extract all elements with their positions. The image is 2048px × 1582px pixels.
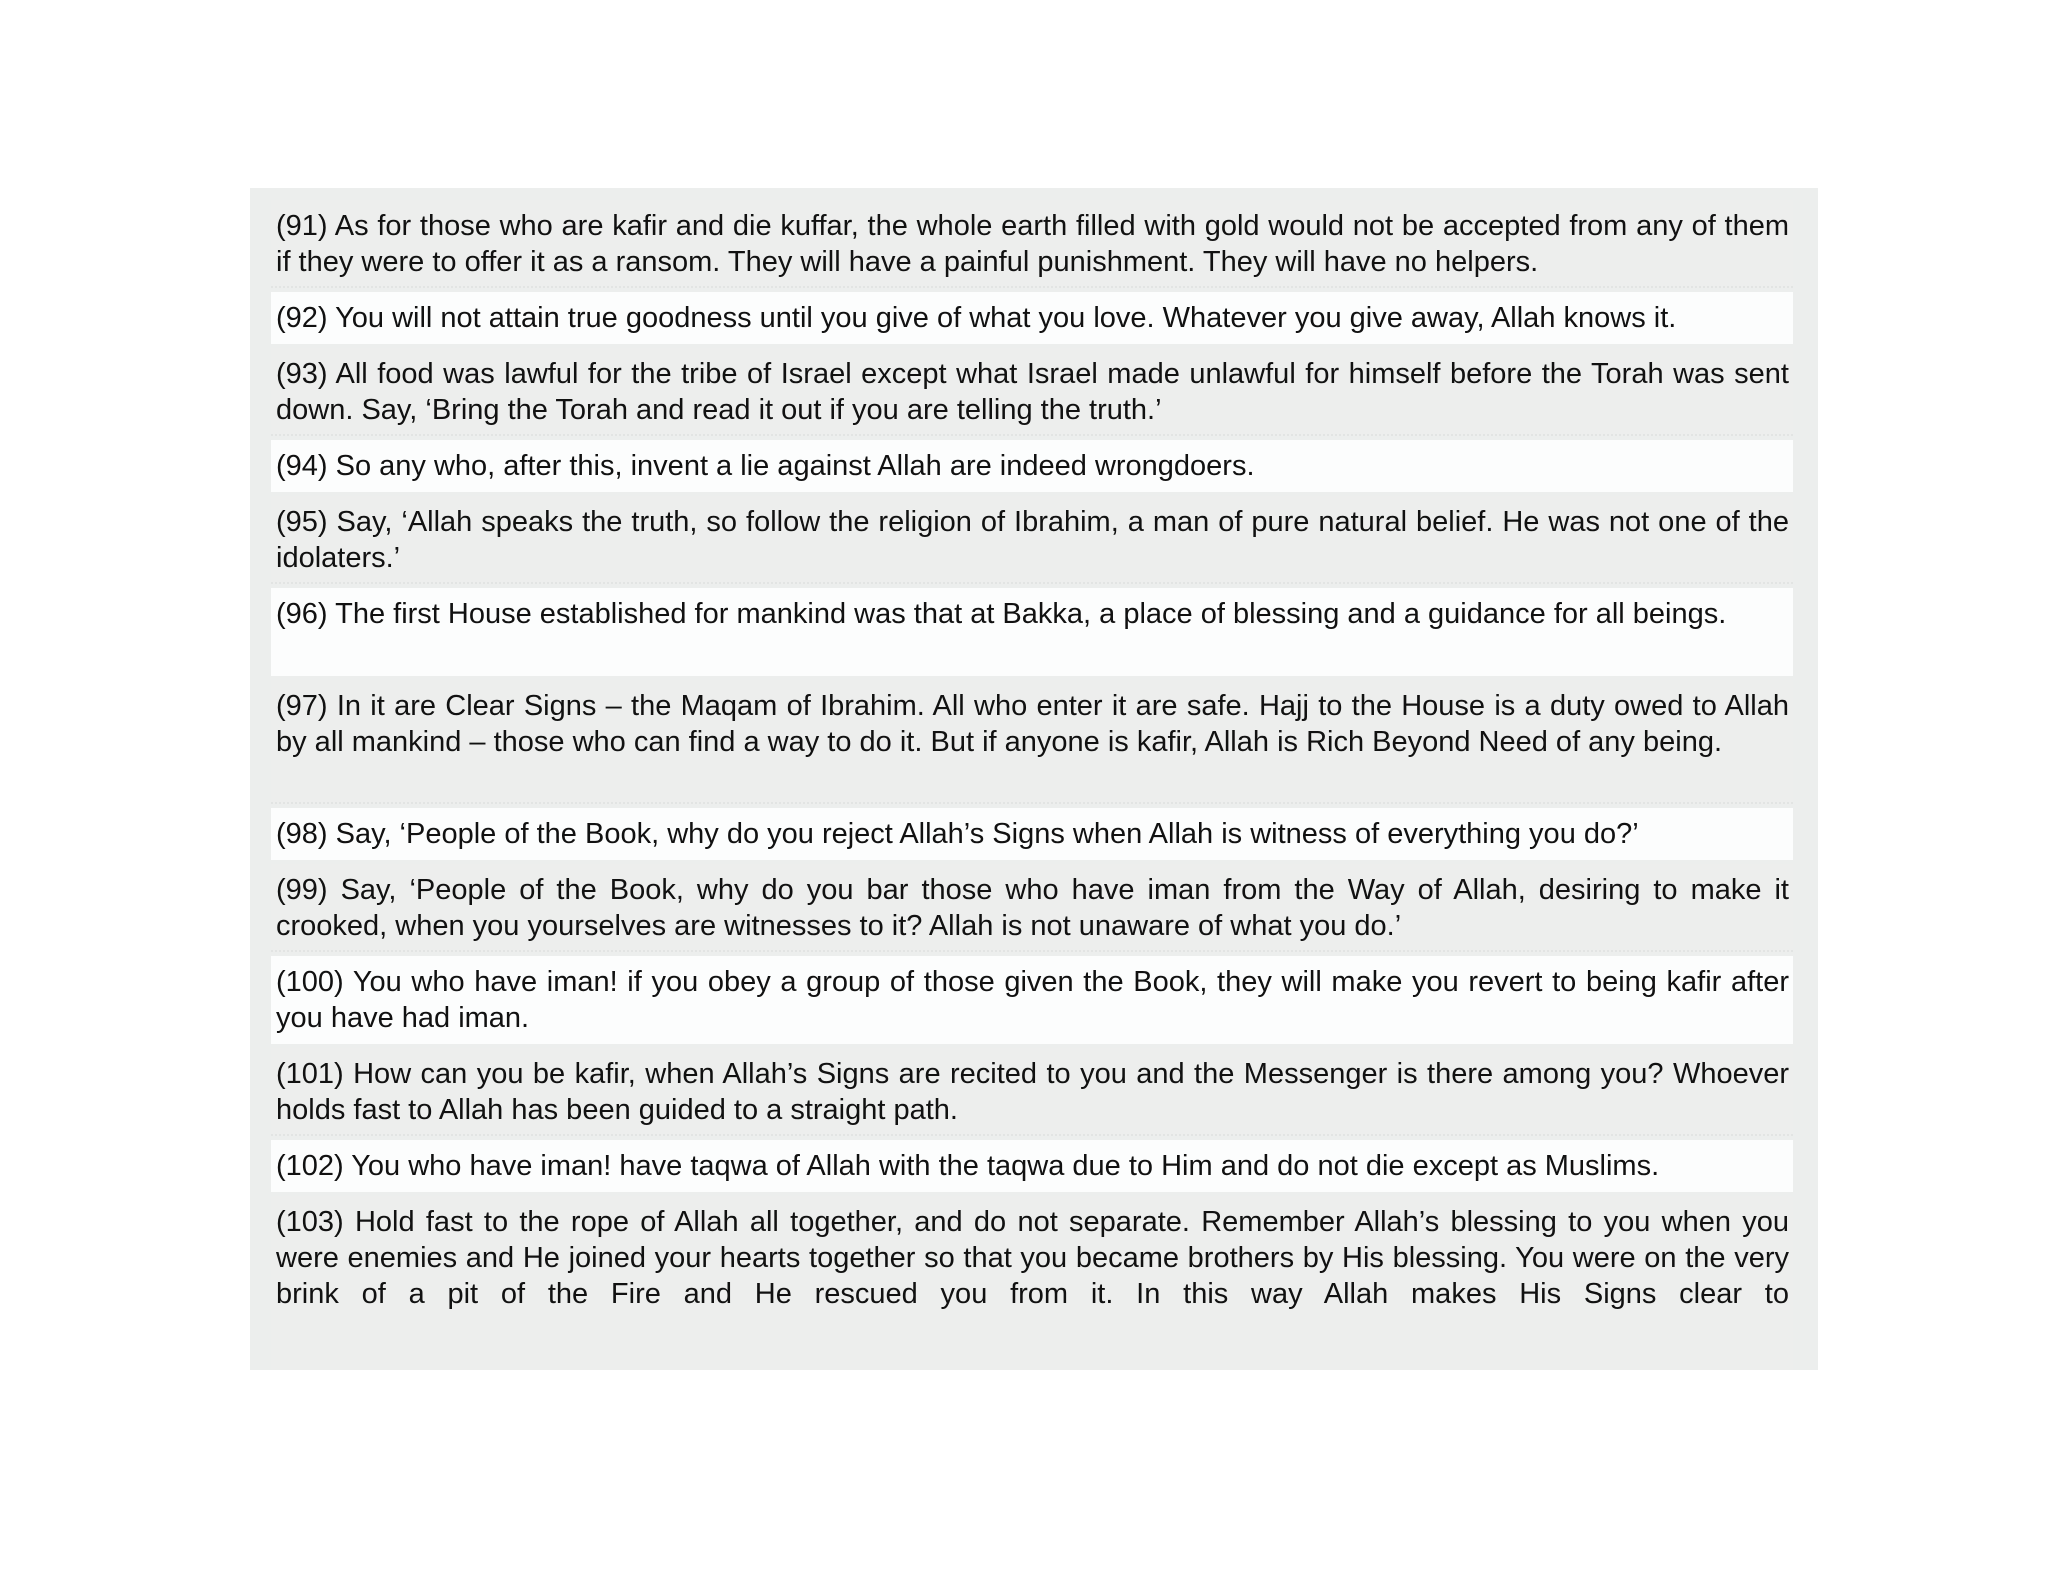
- verse-101: (101) How can you be kafir, when Allah’s Signs are recited to you and the Messenger is there among you? Whoever holds fast to Allah has been guided to a straight path.: [271, 1048, 1793, 1136]
- verse-102: (102) You who have iman! have taqwa of Allah with the taqwa due to Him and do not die except as Muslims.: [271, 1140, 1793, 1192]
- verse-100: (100) You who have iman! if you obey a group of those given the Book, they will make you revert to being kafir after you have had iman.: [271, 956, 1793, 1044]
- verse-99: (99) Say, ‘People of the Book, why do you bar those who have iman from the Way of Allah, desiring to make it crooked, when you yourselves are witnesses to it? Allah is not unaware of what you do.’: [271, 864, 1793, 952]
- verse-93: (93) All food was lawful for the tribe of Israel except what Israel made unlawful for himself before the Torah was sent down. Say, ‘Bring the Torah and read it out if you are telling the truth.’: [271, 348, 1793, 436]
- verse-panel: [250, 188, 1818, 1370]
- verse-91: (91) As for those who are kafir and die kuffar, the whole earth filled with gold would not be accepted from any of them if they were to offer it as a ransom. They will have a painful punishment. They will have no helpers.: [271, 200, 1793, 288]
- verse-96: (96) The first House established for mankind was that at Bakka, a place of blessing and a guidance for all beings.: [271, 588, 1793, 676]
- verse-97: (97) In it are Clear Signs – the Maqam of Ibrahim. All who enter it are safe. Hajj to the House is a duty owed to Allah by all mankind – those who can find a way to do it. But if anyone is kafir, Allah is Rich Beyond Need of any being.: [271, 680, 1793, 804]
- verse-98: (98) Say, ‘People of the Book, why do you reject Allah’s Signs when Allah is witness of everything you do?’: [271, 808, 1793, 860]
- verse-95: (95) Say, ‘Allah speaks the truth, so follow the religion of Ibrahim, a man of pure natural belief. He was not one of the idolaters.’: [271, 496, 1793, 584]
- verse-94: (94) So any who, after this, invent a lie against Allah are indeed wrongdoers.: [271, 440, 1793, 492]
- verse-92: (92) You will not attain true goodness until you give of what you love. Whatever you give away, Allah knows it.: [271, 292, 1793, 344]
- verse-103: (103) Hold fast to the rope of Allah all together, and do not separate. Remember Allah’s blessing to you when you were enemies and He joined your hearts together so that you became brothers by His blessing. You were on the very brink of a pit of the Fire and He rescued you from it. In this way Allah makes His Signs clear to: [271, 1196, 1793, 1370]
